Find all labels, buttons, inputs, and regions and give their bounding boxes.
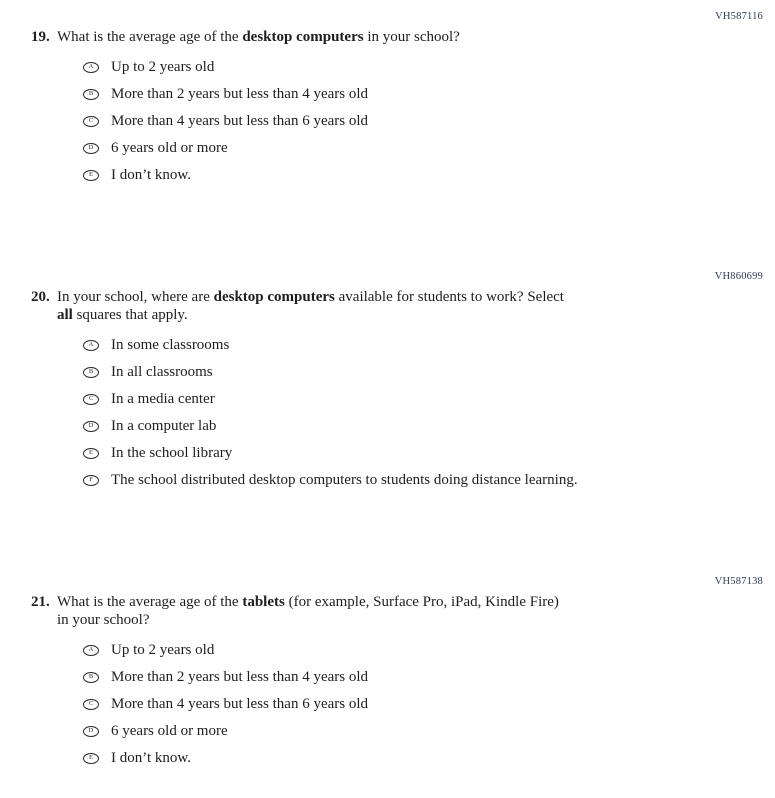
- answer-option: [83, 392, 775, 406]
- answer-option: [83, 670, 775, 684]
- question-text: What is the average age of the desktop computers in your school?: [57, 29, 460, 45]
- question-text: What is the average age of the tablets (for example, Surface Pro, iPad, Kindle Fire) in your school?: [57, 594, 559, 628]
- answer-option: [83, 724, 775, 738]
- answer-bubble-icon[interactable]: [83, 645, 99, 656]
- question-block: [0, 270, 775, 500]
- question-code: VH587116: [715, 11, 763, 22]
- option-label: In a media center: [111, 390, 215, 407]
- answer-bubble-icon[interactable]: [83, 143, 99, 154]
- answer-option: [83, 338, 775, 352]
- option-letter: E: [89, 170, 93, 178]
- question-number: 21.: [31, 594, 50, 610]
- option-label: 6 years old or more: [111, 139, 228, 156]
- question-prompt: [31, 593, 775, 629]
- question-number: 20.: [31, 289, 50, 305]
- option-label: In all classrooms: [111, 363, 213, 380]
- answer-option: [83, 60, 775, 74]
- answer-bubble-icon[interactable]: [83, 448, 99, 459]
- option-letter: D: [88, 726, 94, 734]
- answer-bubble-icon[interactable]: [83, 394, 99, 405]
- answer-bubble-icon[interactable]: [83, 421, 99, 432]
- answer-bubble-icon[interactable]: [83, 340, 99, 351]
- question-prompt: [31, 28, 775, 46]
- question-number: 19.: [31, 29, 50, 45]
- option-label: The school distributed desktop computers to students doing distance learning.: [111, 471, 578, 488]
- answer-option: [83, 141, 775, 155]
- question-prompt: [31, 288, 775, 324]
- option-letter: E: [89, 753, 93, 761]
- options-list: [83, 338, 775, 487]
- answer-option: [83, 114, 775, 128]
- option-label: More than 2 years but less than 4 years old: [111, 85, 369, 102]
- option-letter: E: [89, 448, 93, 456]
- option-letter: A: [88, 62, 94, 70]
- option-letter: B: [88, 367, 94, 375]
- options-list: [83, 643, 775, 765]
- answer-option: [83, 365, 775, 379]
- answer-option: [83, 751, 775, 765]
- option-letter: C: [88, 394, 94, 402]
- answer-bubble-icon[interactable]: [83, 62, 99, 73]
- answer-bubble-icon[interactable]: [83, 753, 99, 764]
- answer-option: [83, 643, 775, 657]
- answer-option: [83, 87, 775, 101]
- option-letter: F: [89, 475, 93, 483]
- option-label: I don’t know.: [111, 166, 191, 183]
- option-label: In the school library: [111, 444, 233, 461]
- answer-bubble-icon[interactable]: [83, 475, 99, 486]
- answer-bubble-icon[interactable]: [83, 672, 99, 683]
- option-letter: A: [88, 645, 94, 653]
- answer-option: [83, 446, 775, 460]
- question-block: [0, 10, 775, 195]
- answer-bubble-icon[interactable]: [83, 726, 99, 737]
- option-letter: C: [88, 699, 94, 707]
- question-code: VH587138: [714, 576, 763, 587]
- option-label: Up to 2 years old: [111, 641, 215, 658]
- option-letter: A: [88, 340, 94, 348]
- answer-bubble-icon[interactable]: [83, 89, 99, 100]
- option-label: Up to 2 years old: [111, 58, 215, 75]
- option-letter: B: [88, 672, 94, 680]
- answer-option: [83, 419, 775, 433]
- option-label: 6 years old or more: [111, 722, 228, 739]
- answer-option: [83, 473, 775, 487]
- options-list: [83, 60, 775, 182]
- option-letter: B: [88, 89, 94, 97]
- answer-bubble-icon[interactable]: [83, 367, 99, 378]
- option-label: More than 2 years but less than 4 years old: [111, 668, 369, 685]
- question-block: [0, 575, 775, 778]
- option-letter: D: [88, 421, 94, 429]
- question-text: In your school, where are desktop computers available for students to work? Select all squares that apply.: [57, 289, 564, 323]
- option-label: I don’t know.: [111, 749, 191, 766]
- answer-option: [83, 168, 775, 182]
- option-letter: D: [88, 143, 94, 151]
- option-letter: C: [88, 116, 94, 124]
- answer-option: [83, 697, 775, 711]
- answer-bubble-icon[interactable]: [83, 116, 99, 127]
- option-label: More than 4 years but less than 6 years old: [111, 112, 369, 129]
- answer-bubble-icon[interactable]: [83, 699, 99, 710]
- answer-bubble-icon[interactable]: [83, 170, 99, 181]
- option-label: In some classrooms: [111, 336, 230, 353]
- option-label: More than 4 years but less than 6 years old: [111, 695, 369, 712]
- question-code: VH860699: [714, 271, 763, 282]
- option-label: In a computer lab: [111, 417, 217, 434]
